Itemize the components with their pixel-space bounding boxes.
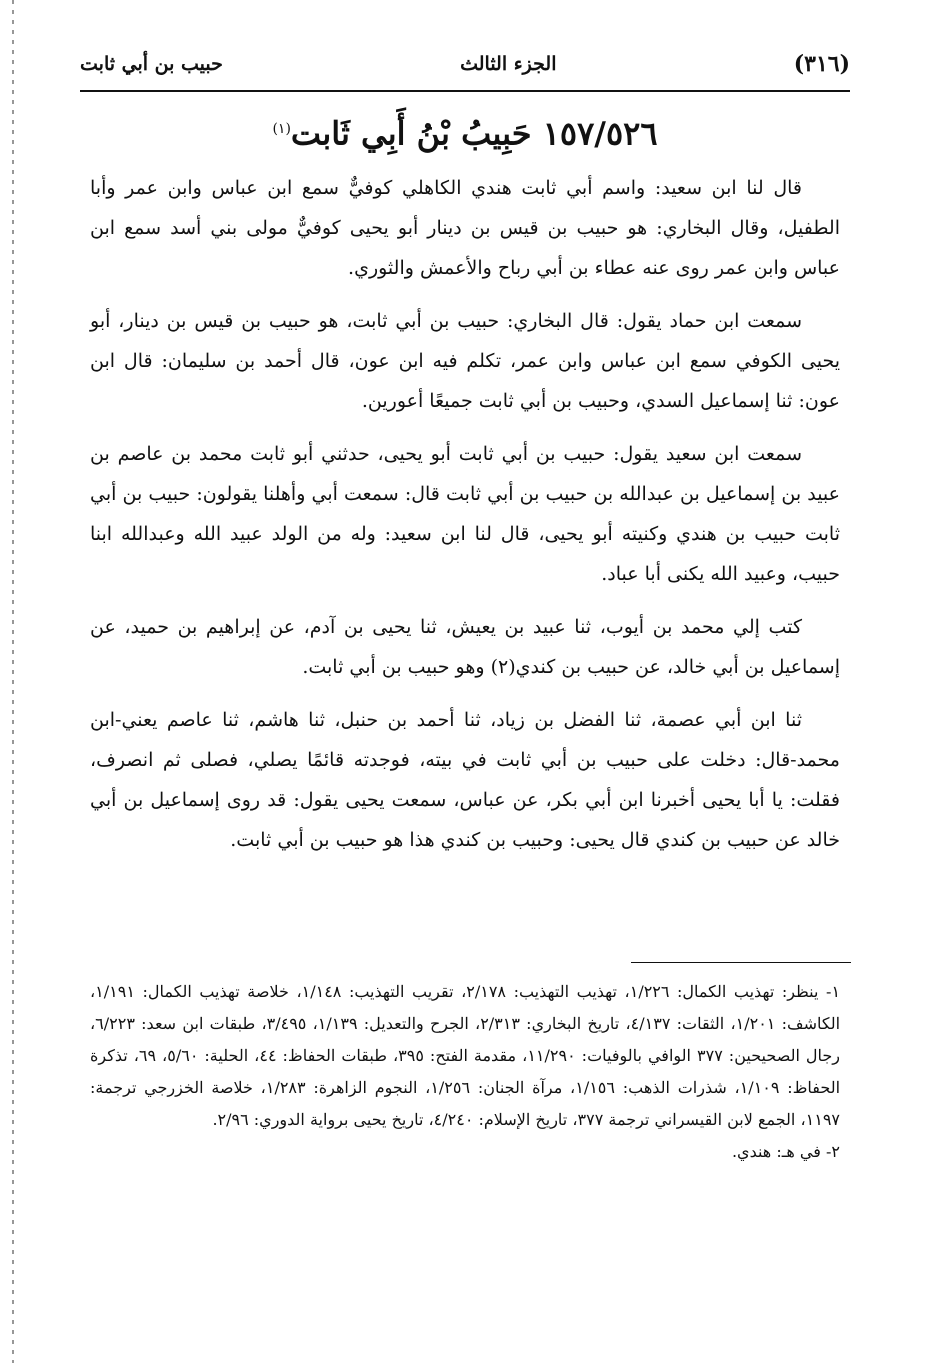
footnotes bbox=[90, 976, 840, 1168]
paragraph: ثنا ابن أبي عصمة، ثنا الفضل بن زياد، ثنا أحمد بن حنبل، ثنا هاشم، ثنا عاصم يعني-ابن محمد-قال: دخلت على حبيب بن أبي ثابت في بيته، فوجدته قائمًا يصلي، فصلى ثم انصرف، فقلت: يا أبا يحيى أخبرنا ابن أبي بكر، عن عباس، سمعت يحيى يقول: قد روى إسماعيل بن أبي خالد عن حبيب بن كندي قال يحيى: وحبيب بن كندي هذا هو حبيب بن أبي ثابت. bbox=[90, 709, 840, 851]
paragraph: سمعت ابن سعيد يقول: حبيب بن أبي ثابت أبو يحيى، حدثني أبو ثابت محمد بن عاصم بن عبيد بن إسماعيل بن عبدالله بن حبيب بن أبي ثابت قال: سمعت أبي وأهلنا يقولون: حبيب بن أبي ثابت حبيب بن هندي وكنيته أبو يحيى، قال لنا ابن سعيد: وله من الولد عبيد الله وعبدالله ابنا حبيب، وعبيد الله يكنى أبا عباد. bbox=[90, 443, 840, 585]
footnote: ١- ينظر: تهذيب الكمال: ١/٢٢٦، تهذيب التهذيب: ٢/١٧٨، تقريب التهذيب: ١/١٤٨، خلاصة تهذيب الكمال: ١/١٩١، الكاشف: ١/٢٠١، الثقات: ٤/١٣٧، تاريخ البخاري: ٢/٣١٣، الجرح والتعديل: ١/١٣٩، ٣/٤٩٥، طبقات ابن سعد: ٦/٢٢٣، رجال الصحيحين: ٣٧٧ الوافي بالوفيات: ١١/٢٩٠، مقدمة الفتح: ٣٩٥، طبقات الحفاظ: ٤٤، الحلية: ٥/٦٠، ٦٩، تذكرة الحفاظ: ١/١٠٩، شذرات الذهب: ١/١٥٦، مرآة الجنان: ١/٢٥٦، النجوم الزاهرة: ١/٢٨٣، خلاصة الخزرجي ترجمة: ١١٩٧، الجمع لابن القيسراني ترجمة ٣٧٧، تاريخ الإسلام: ٤/٢٤٠، تاريخ يحيى برواية الدوري: ٢/٩٦. bbox=[90, 982, 841, 1129]
page-header bbox=[80, 44, 850, 84]
entry-body bbox=[90, 168, 840, 873]
footnote-rule bbox=[631, 962, 851, 963]
paragraph: كتب إلي محمد بن أيوب، ثنا عبيد بن يعيش، ثنا يحيى بن آدم، عن إبراهيم بن حميد، عن إسماعيل بن أبي خالد، عن حبيب بن كندي(٢) وهو حبيب بن أبي ثابت. bbox=[90, 616, 840, 678]
paragraph: قال لنا ابن سعيد: واسم أبي ثابت هندي الكاهلي كوفيٌّ سمع ابن عباس وابن عمر وأبا الطفيل، وقال البخاري: هو حبيب بن قيس بن دينار أبو يحيى كوفيٌّ مولى بني أسد سمع ابن عباس وابن عمر روى عنه عطاء بن أبي رباح والأعمش والثوري. bbox=[90, 177, 840, 279]
page-number: (٣١٦) bbox=[793, 51, 850, 77]
paragraph: سمعت ابن حماد يقول: قال البخاري: حبيب بن أبي ثابت، هو حبيب بن قيس بن دينار، أبو يحيى الكوفي سمع ابن عباس وابن عمر، تكلم فيه ابن عون، قال أحمد بن سليمان: قال ابن عون: ثنا إسماعيل السدي، وحبيب بن أبي ثابت جميعًا أعورين. bbox=[90, 310, 840, 412]
entry-title bbox=[80, 103, 850, 160]
entry-title-text: ١٥٧/٥٢٦ حَبِيبُ بْنُ أَبِي ثَابت bbox=[290, 114, 658, 153]
part-title: الجزء الثالث bbox=[460, 53, 557, 75]
running-title: حبيب بن أبي ثابت bbox=[80, 53, 223, 75]
scan-edge-marks bbox=[12, 0, 14, 1363]
entry-title-note: (١) bbox=[272, 121, 291, 137]
header-rule bbox=[80, 90, 850, 92]
footnote: ٢- في هـ: هندي. bbox=[731, 1142, 840, 1161]
